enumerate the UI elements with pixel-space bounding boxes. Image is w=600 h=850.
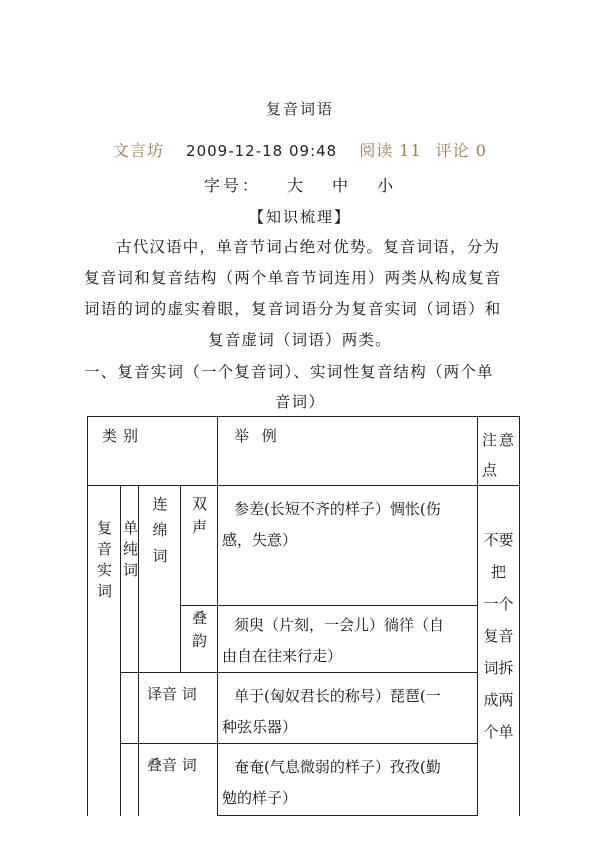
example-line: 奄奄(气息微弱的样子）孜孜(勤 [234, 758, 441, 776]
example-line: 种弦乐器） [222, 718, 298, 736]
font-size-medium[interactable]: 中 [332, 176, 352, 195]
shuangsheng-cell [181, 486, 218, 606]
example-line: 须臾（片刻，一会儿）徜徉（自 [234, 616, 445, 634]
header-note: 注意点 [478, 417, 520, 486]
example-yiyin [218, 673, 478, 744]
paragraph-line: 词语的词的虚实着眼，复音词语分为复音实词（词语）和 [84, 300, 502, 318]
post-date: 2009-12-18 09:48 [186, 142, 338, 160]
example-shuangsheng [218, 486, 478, 606]
note-line: 词拆 [483, 659, 514, 677]
note-line: 一个 [483, 595, 514, 613]
dieyun-cell [181, 606, 218, 673]
example-line: 参差(长短不齐的样子）惆怅(伤 [234, 500, 441, 518]
header-category: 类别 [88, 417, 218, 486]
subgroup-label: 单纯词 [121, 520, 139, 583]
note-line: 不要 [483, 531, 514, 549]
paragraph-line: 复音词和复音结构（两个单音节词连用）两类从构成复音 [84, 269, 502, 287]
example-dieyin [218, 744, 478, 816]
example-line: 勉的样子） [222, 789, 298, 807]
dieyin-label: 叠音 词 [139, 744, 218, 816]
example-line: 感，失意） [222, 531, 298, 549]
heading-one: 一、复音实词（一个复音词）、实词性复音结构（两个单 [84, 363, 494, 381]
section-heading: 【知识梳理】 [248, 208, 351, 226]
example-line: 由自在往来行走） [222, 647, 343, 665]
comment-count[interactable]: 评论 0 [435, 141, 487, 160]
note-text [478, 486, 519, 748]
note-line: 个单 [483, 723, 514, 741]
note-line: 复音 [483, 627, 514, 645]
dieyun-label: 叠韵 [190, 610, 208, 656]
paragraph-line: 复音虚词（词语）两类。 [208, 331, 392, 349]
note-cell [478, 486, 520, 816]
author-link[interactable]: 文言坊 [113, 141, 165, 160]
group-label: 复音实词 [95, 520, 113, 604]
lianmian-cell [139, 486, 181, 673]
shuangsheng-label: 双声 [190, 496, 208, 542]
example-dieyun [218, 606, 478, 673]
lianmian-label: 连绵词 [150, 496, 169, 574]
read-count: 阅读 11 [359, 141, 422, 160]
article-meta [0, 138, 600, 161]
example-line: 单于(匈奴君长的称号）琵琶(一 [234, 687, 441, 705]
header-example: 举 例 [218, 417, 478, 486]
font-size-large[interactable]: 大 [286, 176, 306, 195]
font-size-selector [0, 173, 600, 196]
yiyin-label: 译音 词 [139, 673, 218, 744]
font-size-label: 字号： [203, 176, 261, 195]
heading-one-cont: 音词） [274, 393, 326, 411]
subgroup-cell [121, 486, 139, 673]
note-line: 成两 [483, 691, 514, 709]
group-cell [88, 486, 121, 816]
paragraph-line: 古代汉语中，单音节词占绝对优势。复音词语，分为 [116, 238, 501, 256]
article-title: 复音词语 [265, 100, 334, 118]
word-type-table [87, 416, 520, 816]
note-line: 把 [490, 563, 506, 581]
font-size-small[interactable]: 小 [377, 176, 397, 195]
